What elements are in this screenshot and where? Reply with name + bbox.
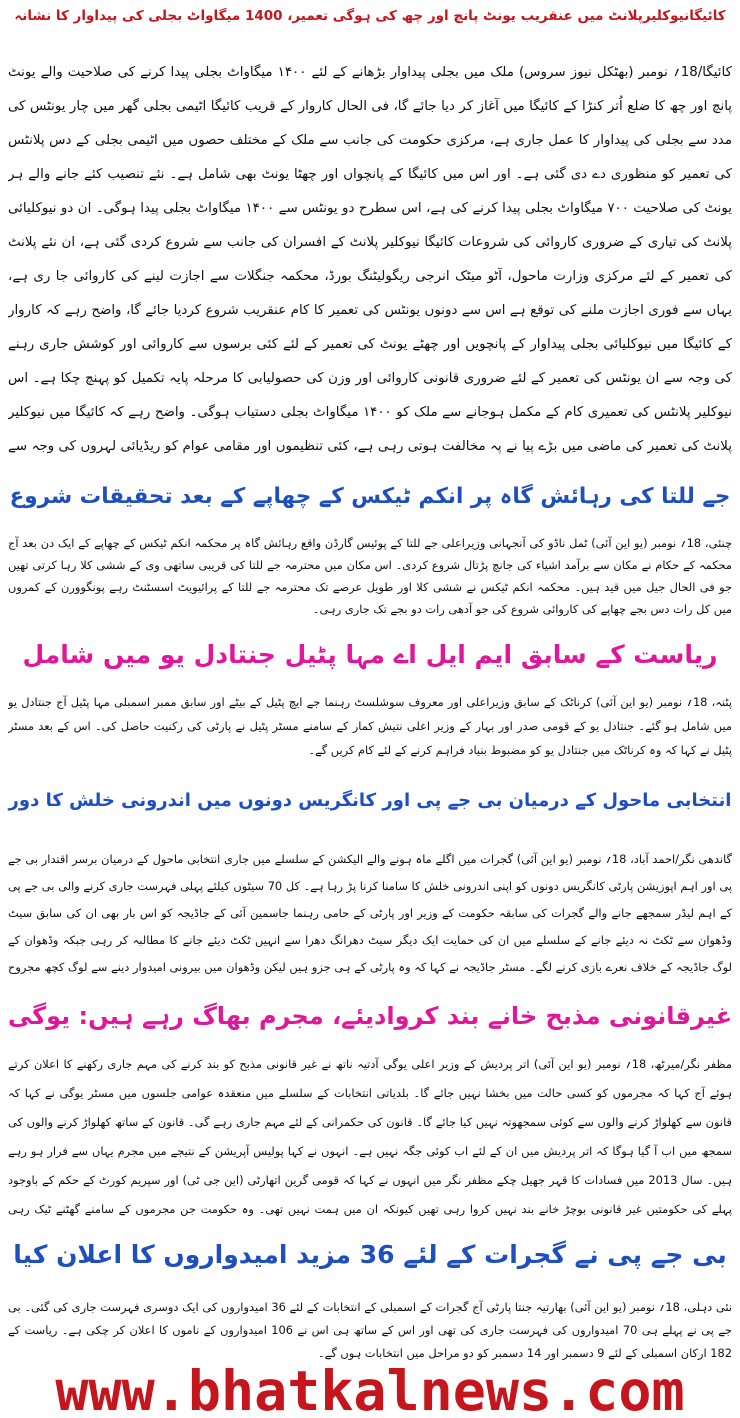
article-6-headline: بی جے پی نے گجرات کے لئے 36 مزید امیدواروں کا اعلان کیا <box>13 1240 727 1269</box>
article-5-body: مظفر نگر/میرٹھ، 18؍ نومبر (یو این آئی) اتر پردیش کے وزیر اعلی یوگی آدتیہ ناتھ نے غیر قانونی مذبح کو بند کرنے کی مہم جاری رکھنے کا اعلان کرتے ہوئے آج کہا کہ مجرموں کو کسی حالت میں بخشا نہیں جائے گا۔ بلدیاتی انتخابات کے سلسلے میں منعقدہ عوامی جلسوں میں مسٹر یوگی نے کہا کہ قانون سے کھلواڑ کرنے والوں سے کوئی سمجھوتہ نہیں کیا جائے گا۔ قانون کی حکمرانی کے لئے مہم جاری رہے گی۔ قانون کے ساتھ کھلواڑ کرنے والوں کی سمجھ میں اب آ گیا ہوگا کہ اتر پردیش میں ان کے لئے اب کوئی جگہ نہیں ہے۔ انہوں نے کہا پولیس آپریشن کے نتیجے میں مجرم یہاں سے فرار ہو رہے ہیں۔ سال 2013 میں فسادات کا قہر جھیل چکے مظفر نگر میں انہوں نے کہا کہ قومی گرین اتھارٹی (این جی ٹی) اور سپریم کورٹ کے حکم کے باوجود پہلے کی حکومتیں غیر قانونی بوچڑ خانے بند نہیں کروا رہی تھیں کیونکہ ان میں ہمت نہیں تھی۔ وہ حکومت جن مجرموں کے سامنے گھٹنے ٹیک رہی <box>8 1057 732 1216</box>
article-3-headline: ریاست کے سابق ایم ایل اے مہا پٹیل جنتادل یو میں شامل <box>22 640 718 669</box>
article-4-headline: انتخابی ماحول کے درمیان بی جے پی اور کانگریس دونوں میں اندرونی خلش کا دور <box>8 790 732 811</box>
article-2-body: چنئی، 18؍ نومبر (یو این آئی) ٹمل ناڈو کی آنجہانی وزیراعلی جے للتا کے پوئیس گارڈن واقع رہائش گاہ پر محکمہ انکم ٹیکس کے چھاپے کے ایک دن بعد آج محکمہ کے حکام نے مکان سے برآمد اشیاء کی جانچ پڑتال شروع کردی۔ اس مکان میں محترمہ جے للتا کی قریبی ساتھی وی کے ششی کلا رہا کرتی تھیں جو فی الحال جیل میں قید ہیں۔ محکمہ انکم ٹیکس نے ششی کلا اور طویل عرصے تک محترمہ جے للتا کے پرائیویٹ اسسٹنٹ رہے پونگوورن کے کمروں میں کل رات دس بجے چھاپے کی کاروائی شروع کی جو آدھی رات دو بجے تک جاری رہی۔ <box>8 536 732 616</box>
article-1-body: کائیگا/18؍ نومبر (بھٹکل نیوز سروس) ملک میں بجلی پیداوار بڑھانے کے لئے ۱۴۰۰ میگاواٹ بجلی پیدا کرنے کی صلاحیت والے یونٹ پانچ اور چھ کا ضلع اُتر کنڑا کے کائیگا میں آغاز کر دیا جائے گا، فی الحال کاروار کے قریب کائیگا اٹیمی بجلی گھر میں چار یونٹس کی مدد سے بجلی کی پیداوار کا عمل جاری ہے، مرکزی حکومت کی جانب سے ملک کے مختلف حصوں میں اٹیمی بجلی کے دس پلانٹس کی تعمیر کو منظوری دے دی گئی ہے۔ اور اس میں کائیگا کے پانچواں اور چھٹا یونٹ بھی شامل ہے۔ نئے تنصیب کئے جانے والے ہر یونٹ کی صلاحیت ۷۰۰ میگاواٹ بجلی پیدا کرنے کی ہے، اس سطرح دو یونٹس سے ۱۴۰۰ میگاواٹ بجلی پیدا ہوگی۔ ان دو نیوکلیائی پلانٹ کی تیاری کے ضروری کاروائی کی شروعات کائیگا نیوکلیر پلانٹ کے افسران کی جانب سے شروع کردی گئی ہے، ان نئے پلانٹ کی تعمیر کے لئے مرکزی وزارت ماحول، آٹو میٹک انرجی ریگولیٹنگ بورڈ، محکمہ جنگلات سے اجازت لینے کی کاروائی جا ری ہے، یہاں سے فوری اجازت ملنے کی توقع ہے اس سے دونوں یونٹس کی تعمیر کا کام عنقریب شروع کردیا جائے گا، واضح رہے کہ کاروار کے کائیگا میں نیوکلیائی بجلی پیداوار کے پانچویں اور چھٹے یونٹ کی تعمیر کے لئے کئی برسوں سے کاروائی اور کوشش جاری رہنے کی وجہ سے ان یونٹس کی تعمیر کے لئے ضروری قانونی کاروائی اور وزن کی حصولیابی کا مرحلہ پایہ تکمیل کو پہنچ چکا ہے۔ اس نیوکلیر پلانٹس کی تعمیری کام کے مکمل ہوجانے سے ملک کو ۱۴۰۰ میگاواٹ بجلی دستیاب ہوگی۔ واضح رہے کہ کائیگا میں نیوکلیر پلانٹ کی تعمیر کی ماضی میں بڑے پیا نے پہ مخالفت ہوتی رہی ہے، کئی تنظیموں اور مقامی عوام کو ریڈیائی لہروں کی وجہ سے <box>8 65 732 454</box>
article-5-headline: غیرقانونی مذبح خانے بند کروادیئے، مجرم بھاگ رہے ہیں: یوگی <box>7 1002 733 1030</box>
article-4-body: گاندھی نگر/احمد آباد، 18؍ نومبر (یو این آئی) گجرات میں اگلے ماہ ہونے والے الیکشن کے سلسلے میں جاری انتخابی ماحول کے درمیان برسر اقتدار بی جے پی اور اہم اپوزیشن پارٹی کانگریس دونوں کو اپنی اندرونی خلش کا سامنا کرنا پڑ رہا ہے۔ کل 70 سیٹوں کیلئے پہلی فہرست جاری کرنے والی بی جے پی کے اہم لیڈر سمجھے جانے والے گجرات کی سابقہ حکومت کے وزیر اور پارٹی کے حامی رہنما جاسمین آئی کے جاڈیجہ کو اس بار بھی ان کی سابق سیٹ وڈھوان سے ٹکٹ نہ دیئے جانے کے سلسلے میں ان کی حمایت ایک دیگر سیٹ دھرانگ دھرا سے انہیں ٹکٹ دیئے جانے کا مطالبہ کر رہی جبکہ وڈھوان کے لوگ جاڈیجہ کے خلاف نعرے بازی کرنے لگے۔ مسٹر جاڈیجہ نے کہا کہ وہ پارٹی کے ہی جزو ہیں لیکن وڈھوان میں بیرونی امیدوار دینے سے لوگ کچھ مجروح <box>8 852 732 974</box>
article-3-body: پٹنہ، 18؍ نومبر (یو این آئی) کرناٹک کے سابق وزیراعلی اور معروف سوشلسٹ رہنما جے ایچ پٹیل کے بیٹے اور سابق ممبر اسمبلی مہا پٹیل آج جنتادل یو میں شامل ہو گئے۔ جنتادل یو کے قومی صدر اور بہار کے وزیر اعلی نتیش کمار کے سامنے مسٹر پٹیل نے پارٹی کی رکنیت حاصل کی۔ اس کے بعد مسٹر پٹیل نے کہا کہ وہ کرناٹک میں جنتادل یو کو مضبوط بنیاد فراہم کرنے کے لئے کام کریں گے۔ <box>8 695 732 757</box>
article-1-headline: کائیگانیوکلیرپلانٹ میں عنقریب یونٹ پانچ اور چھ کی ہوگی تعمیر، 1400 میگاواٹ بجلی کی پیداوار کا نشانہ <box>14 8 726 24</box>
website-watermark: www.bhatkalnews.com <box>55 1364 685 1418</box>
article-2-headline: جے للتا کی رہائش گاہ پر انکم ٹیکس کے چھاپے کے بعد تحقیقات شروع <box>9 484 731 509</box>
article-6-body: نئی دہلی، 18؍ نومبر (یو این آئی) بھارتیہ جنتا پارٹی آج گجرات کے اسمبلی کے انتخابات کے لئے 36 امیدواروں کی ایک دوسری فہرست جاری کی گئی۔ بی جے پی نے پہلے ہی 70 امیدواروں کی فہرست جاری کی تھی اور اس کے ساتھ ہی اس نے 106 امیدواروں کے ناموں کا اعلان کر چکی ہے۔ ریاست کے 182 ارکان اسمبلی کے لئے 9 دسمبر اور 14 دسمبر کو دو مراحل میں انتخابات ہوں گے۔ <box>8 1300 732 1360</box>
